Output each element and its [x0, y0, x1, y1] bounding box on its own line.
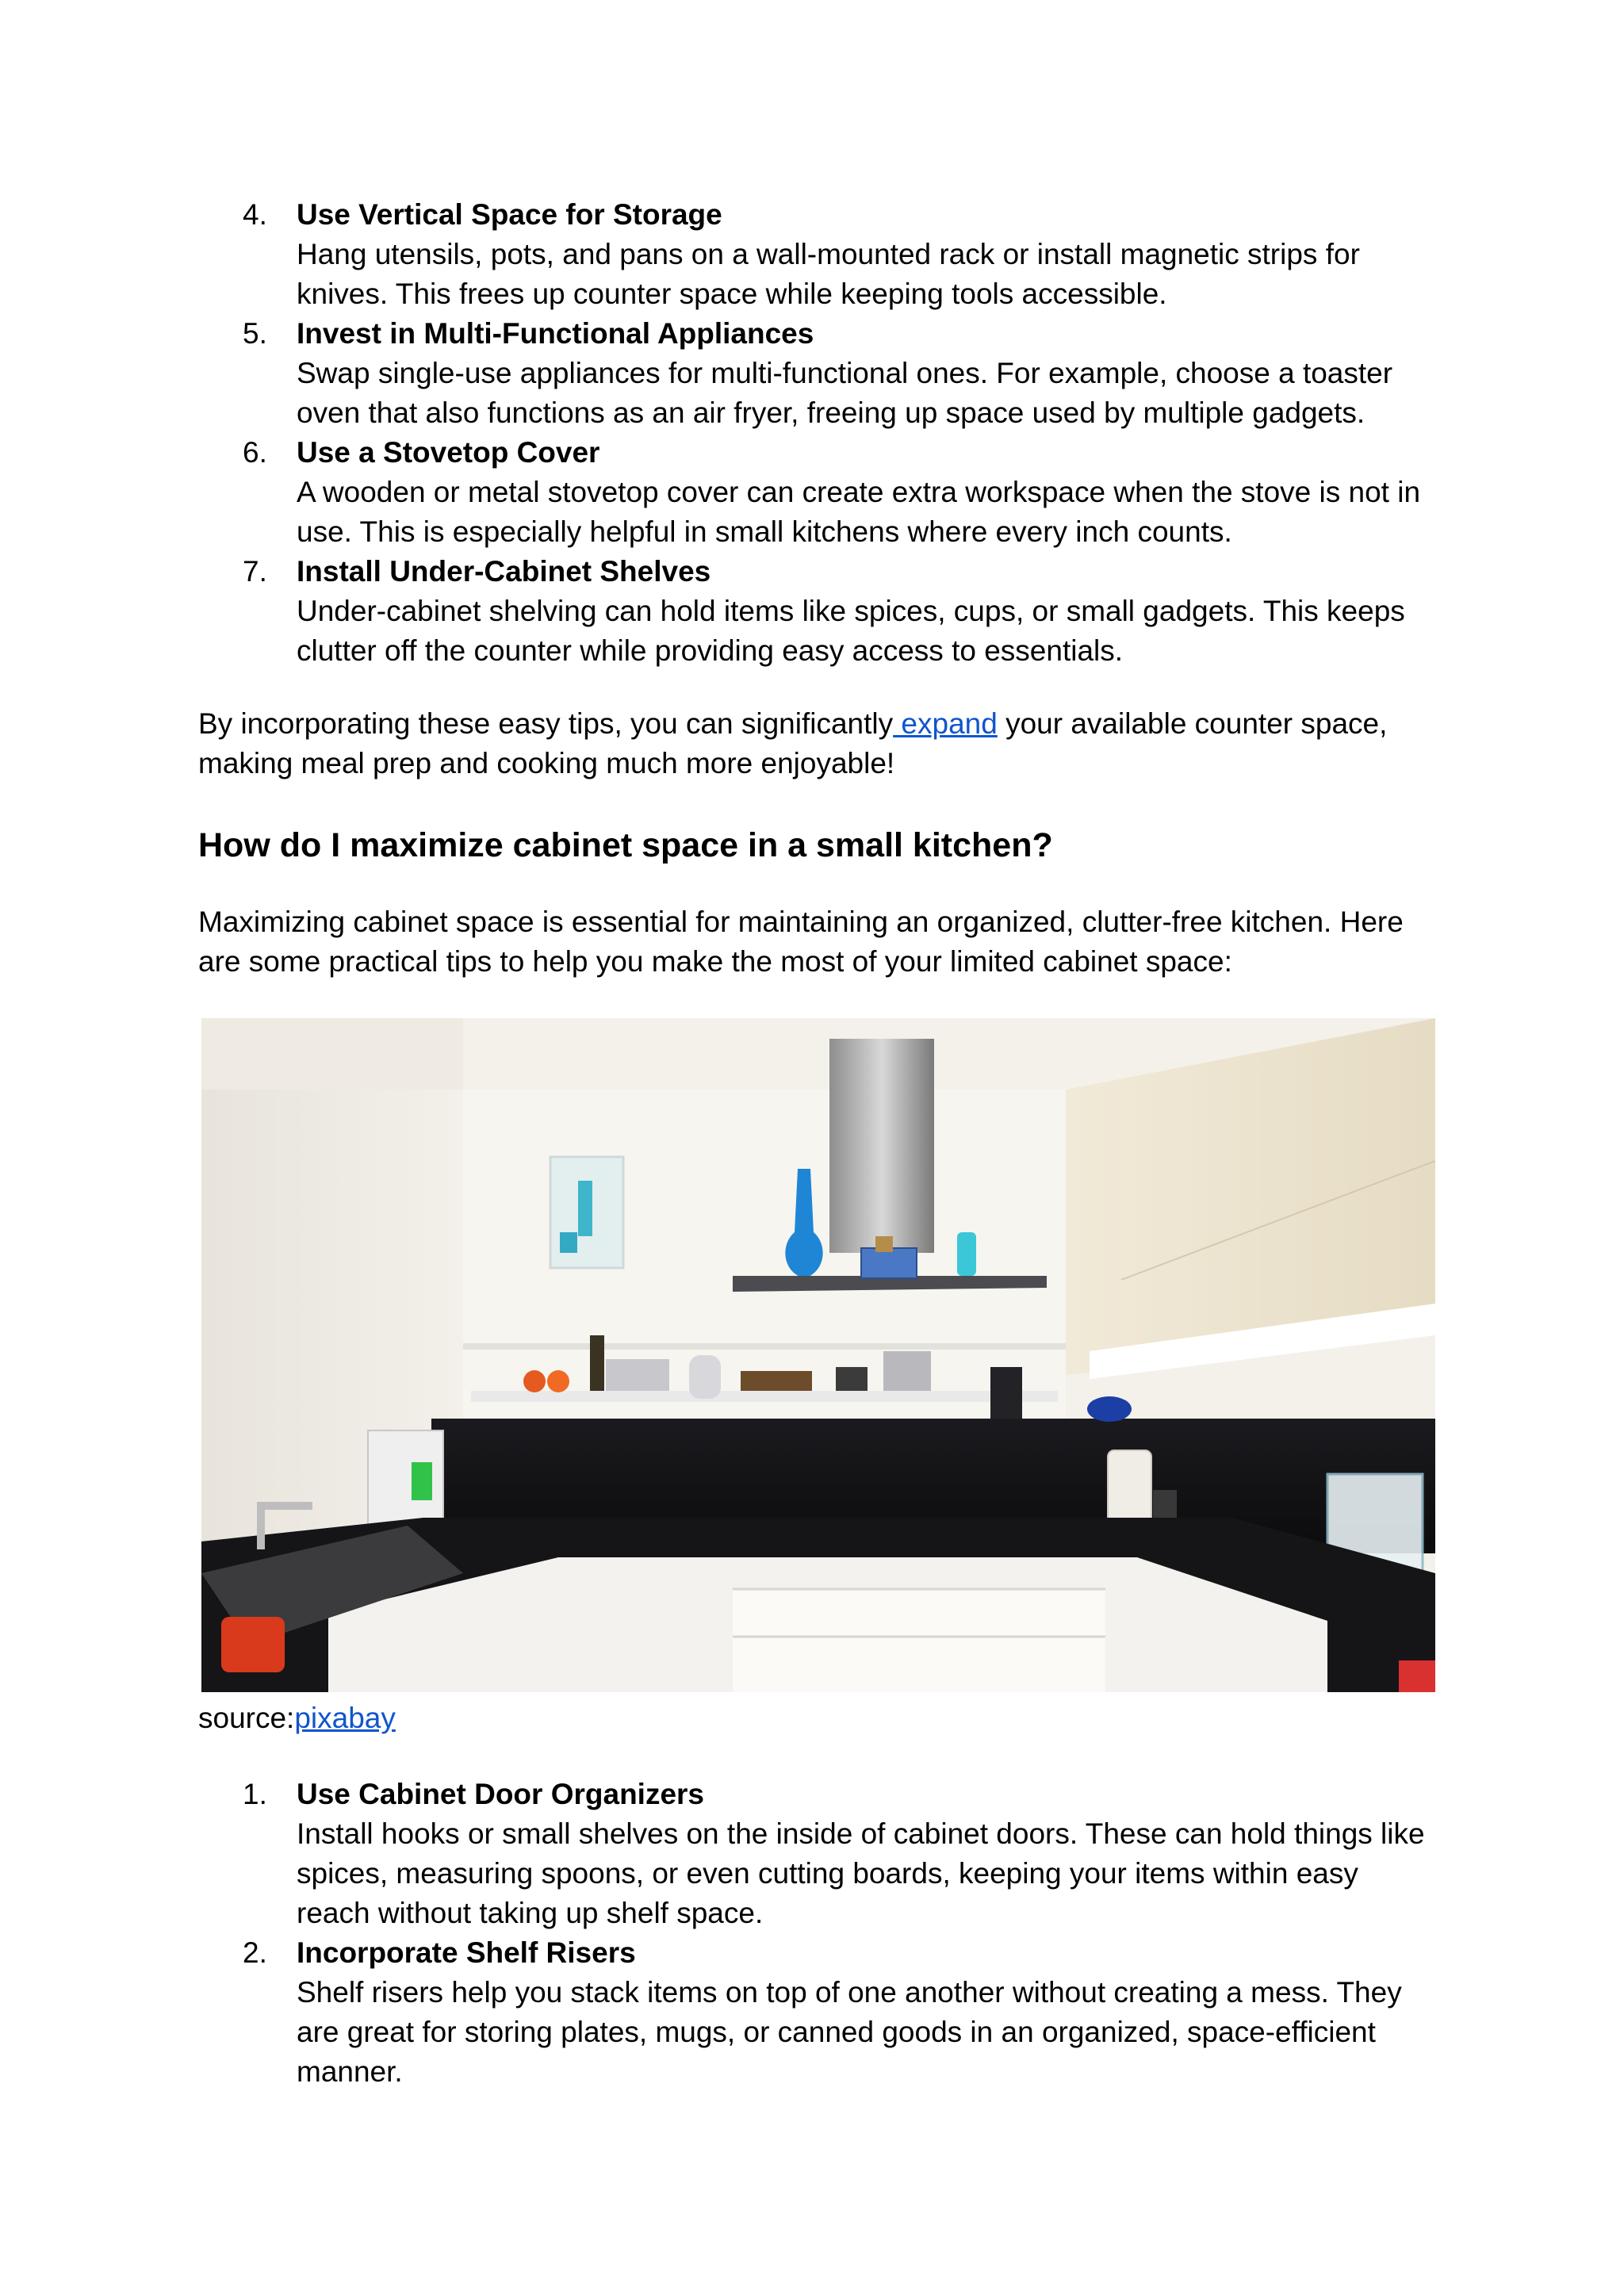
- tip-title: Invest in Multi-Functional Appliances: [297, 317, 814, 350]
- summary-text-before: By incorporating these easy tips, you can significantly: [198, 707, 894, 740]
- tip-body: Swap single-use appliances for multi-functional ones. For example, choose a toaster oven that also functions as an air fryer, freeing up space used by multiple gadgets.: [297, 357, 1393, 429]
- list-number: 4.: [243, 198, 267, 231]
- section-heading: How do I maximize cabinet space in a small kitchen?: [198, 826, 1053, 864]
- list-item: [198, 195, 1435, 314]
- kitchen-photo: [201, 1018, 1435, 1692]
- source-label: source:: [198, 1702, 295, 1734]
- summary-paragraph: [198, 704, 1435, 783]
- tip-body: Under-cabinet shelving can hold items like spices, cups, or small gadgets. This keeps clutter off the counter while providing easy access to essentials.: [297, 595, 1405, 667]
- expand-link[interactable]: expand: [893, 707, 998, 740]
- list-number: 5.: [243, 317, 267, 350]
- list-item: [198, 1933, 1435, 2092]
- tip-body: A wooden or metal stovetop cover can create extra workspace when the stove is not in use. This is especially helpful in small kitchens where every inch counts.: [297, 476, 1421, 548]
- tip-body: Shelf risers help you stack items on top of one another without creating a mess. They are great for storing plates, mugs, or canned goods in an organized, space-efficient manner.: [297, 1976, 1402, 2088]
- list-item: [198, 433, 1435, 552]
- list-item: [198, 314, 1435, 433]
- image-source: [198, 1698, 396, 1738]
- list-number: 6.: [243, 436, 267, 469]
- tip-title: Use Vertical Space for Storage: [297, 198, 722, 231]
- tip-title: Use a Stovetop Cover: [297, 436, 600, 469]
- summary-text-after: your available counter space, making meal prep and cooking much more enjoyable!: [198, 707, 1388, 779]
- list-number: 1.: [243, 1778, 267, 1810]
- list-number: 2.: [243, 1936, 267, 1969]
- tip-title: Incorporate Shelf Risers: [297, 1936, 636, 1969]
- list-item: [198, 1775, 1435, 1933]
- counter-tips-list: [198, 195, 1435, 671]
- tip-body: Install hooks or small shelves on the inside of cabinet doors. These can hold things like spices, measuring spoons, or even cutting boards, keeping your items within easy reach without taking up shelf space.: [297, 1817, 1425, 1929]
- tip-title: Use Cabinet Door Organizers: [297, 1778, 705, 1810]
- tip-title: Install Under-Cabinet Shelves: [297, 555, 711, 588]
- cabinet-tips-list: [198, 1775, 1435, 2092]
- list-item: [198, 552, 1435, 671]
- list-number: 7.: [243, 555, 267, 588]
- tip-body: Hang utensils, pots, and pans on a wall-mounted rack or install magnetic strips for knives. This frees up counter space while keeping tools accessible.: [297, 238, 1360, 310]
- pixabay-link[interactable]: pixabay: [294, 1702, 396, 1734]
- intro-paragraph: Maximizing cabinet space is essential for maintaining an organized, clutter-free kitchen. Here are some practical tips to help you make the most of your limited cabinet space:: [198, 906, 1404, 978]
